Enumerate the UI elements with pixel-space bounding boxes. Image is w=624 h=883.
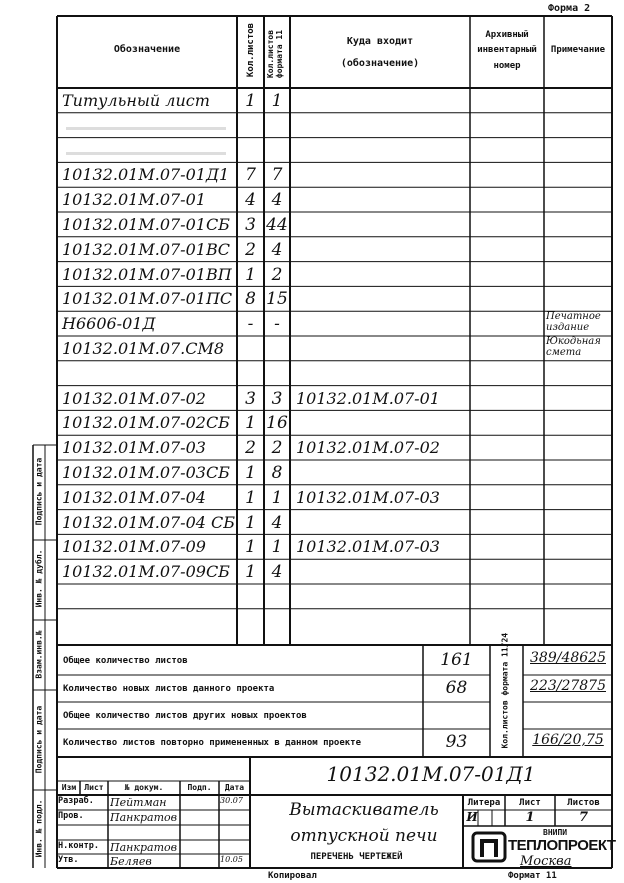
footer-format: Формат 11: [508, 871, 557, 881]
row-designation: 10132.01М.07-04: [62, 487, 206, 507]
row-sheet-count: 8: [245, 289, 256, 310]
row-sheet-format: 16: [266, 413, 288, 434]
row-designation: Н6606-01Д: [62, 314, 156, 334]
row-designation: 10132.01М.07-01ВС: [62, 239, 230, 259]
row-sheet-format: 3: [271, 388, 283, 409]
role-label: Н.контр.: [58, 841, 99, 851]
margin-inv-podl: Инв. № подл.: [34, 799, 44, 858]
row-sheet-count: 2: [245, 438, 256, 459]
summary-count: 161: [440, 650, 473, 670]
row-designation: 10132.01М.07-01ВП: [62, 264, 232, 284]
header-designation: Обозначение: [113, 44, 181, 55]
row-sheet-format: 4: [271, 239, 283, 260]
rev-header-doc: № докум.: [124, 783, 164, 792]
header-archive-2: инвентарный: [477, 45, 537, 55]
summary-label: Количество новых листов данного проекта: [63, 684, 275, 694]
footer-copied: Копировал: [268, 871, 317, 881]
role-name: Панкратов: [110, 811, 178, 824]
doc-number: 10132.01М.07-01Д1: [326, 762, 536, 786]
row-sheet-count: 1: [245, 91, 256, 111]
row-sheet-count: 1: [245, 463, 256, 483]
row-designation: 10132.01М.07-01СБ: [62, 215, 230, 234]
margin-sign-date-top: Подпись и дата: [34, 457, 44, 526]
header-note: Примечание: [550, 45, 606, 55]
row-sheet-format: 4: [271, 512, 283, 533]
header-sheets-count: Кол.листов: [246, 22, 256, 78]
row-designation: 10132.01М.07-02СБ: [62, 413, 230, 433]
row-designation: 10132.01М.07-03СБ: [62, 463, 230, 482]
row-sheet-format: 1: [271, 91, 283, 111]
org-logo-icon: [470, 830, 508, 864]
row-note-line2: издание: [546, 322, 590, 334]
row-designation: 10132.01М.07-02: [62, 388, 206, 408]
summary-label: Общее количество листов: [63, 656, 188, 666]
role-name: Панкратов: [110, 841, 178, 854]
margin-vzam-inv: Взам.инв.№: [34, 630, 44, 679]
summary-format: 223/27875: [530, 678, 606, 694]
row-sheet-format: 4: [271, 562, 283, 583]
title-line-2: отпускной печи: [290, 826, 438, 846]
header-archive-1: Архивный: [485, 30, 529, 40]
row-sheet-count: 3: [245, 388, 256, 409]
rev-header-date: Дата: [224, 783, 245, 792]
row-sheet-count: 7: [245, 165, 256, 186]
summary-format: 389/48625: [530, 650, 606, 666]
org-small-name: ВНИПИ: [543, 828, 568, 837]
role-name: Пейтман: [110, 796, 167, 809]
sheets-value: 7: [578, 810, 589, 825]
row-where-used: 10132.01М.07-01: [296, 388, 440, 408]
row-where-used: 10132.01М.07-02: [296, 438, 440, 458]
litera-label: Литера: [467, 798, 501, 808]
header-where-used-sub: (обозначение): [340, 58, 420, 69]
role-label: Утв.: [58, 855, 79, 865]
row-designation: 10132.01М.07-09СБ: [62, 562, 230, 582]
row-designation: 10132.01М.07-01Д1: [62, 165, 230, 185]
row-sheet-format: 1: [271, 537, 283, 558]
row-sheet-format: 1: [271, 487, 283, 508]
rev-header-izm: Изм: [61, 783, 77, 792]
summary-count: 93: [445, 732, 468, 752]
summary-label: Количество листов повторно примененных в данном проекте: [63, 738, 362, 748]
row-sheet-count: 1: [245, 264, 256, 285]
summary-label: Общее количество листов других новых проектов: [63, 711, 307, 721]
row-sheet-format: 44: [266, 215, 288, 235]
row-note-line1: Юкодьная: [546, 336, 601, 347]
sheets-label: Листов: [567, 798, 600, 808]
row-note-line1: Печатное: [546, 311, 601, 323]
row-sheet-format: 2: [271, 438, 283, 459]
rev-header-list: Лист: [84, 783, 104, 792]
row-sheet-format: 8: [271, 463, 283, 483]
row-designation: 10132.01М.07.СМ8: [62, 339, 225, 358]
margin-inv-dubl: Инв. № дубл.: [34, 549, 44, 608]
doc-type: ПЕРЕЧЕНЬ ЧЕРТЕЖЕЙ: [310, 852, 403, 862]
row-designation: 10132.01М.07-09: [62, 537, 206, 557]
role-label: Пров.: [58, 811, 84, 821]
rev-header-sign: Подп.: [187, 783, 212, 792]
row-where-used: 10132.01М.07-03: [296, 487, 440, 507]
row-designation: 10132.01М.07-01ПС: [62, 289, 233, 309]
row-sheet-count: 1: [245, 487, 256, 508]
sheet-label: Лист: [519, 798, 541, 808]
row-designation: 10132.01М.07-01: [62, 190, 206, 210]
row-sheet-count: 3: [245, 215, 256, 235]
summary-vertical-label: Кол.листов формата 11/24: [500, 632, 510, 749]
header-sheets-format: Кол.листов формата 11: [266, 29, 284, 79]
row-sheet-count: 4: [245, 190, 256, 211]
header-archive-3: номер: [493, 61, 521, 71]
row-designation: 10132.01М.07-04 СБ: [62, 512, 236, 532]
row-sheet-format: -: [274, 314, 280, 335]
row-sheet-count: 1: [245, 413, 256, 434]
row-designation: Титульный лист: [62, 91, 210, 110]
row-sheet-count: 1: [245, 562, 256, 583]
title-line-1: Вытаскиватель: [289, 800, 439, 820]
summary-format: 166/20,75: [532, 732, 604, 748]
row-designation: 10132.01М.07-03: [62, 438, 206, 458]
sheet-value: 1: [525, 810, 535, 825]
row-sheet-count: 2: [245, 239, 256, 260]
row-sheet-count: 1: [245, 537, 256, 558]
row-where-used: 10132.01М.07-03: [296, 537, 440, 557]
row-sheet-count: -: [247, 314, 254, 335]
row-sheet-format: 2: [271, 264, 283, 285]
row-sheet-format: 7: [271, 165, 283, 186]
erased-entry: [66, 127, 226, 130]
org-city: Москва: [520, 854, 572, 869]
erased-entry: [66, 152, 226, 155]
role-label: Разраб.: [58, 796, 94, 806]
role-date: 10.05: [220, 855, 243, 864]
form-label: Форма 2: [548, 3, 591, 14]
role-name: Беляев: [110, 855, 152, 868]
summary-count: 68: [445, 678, 468, 698]
row-sheet-format: 15: [266, 289, 288, 310]
litera-value: И: [466, 810, 478, 824]
row-sheet-format: 4: [271, 190, 283, 211]
row-note-line2: смета: [546, 347, 582, 358]
role-date: 30.07: [220, 796, 243, 805]
margin-sign-date-bottom: Подпись и дата: [34, 705, 44, 774]
org-name: ТЕПЛОПРОЕКТ: [508, 837, 616, 854]
row-sheet-count: 1: [245, 512, 256, 533]
header-where-used: Куда входит: [346, 36, 414, 47]
